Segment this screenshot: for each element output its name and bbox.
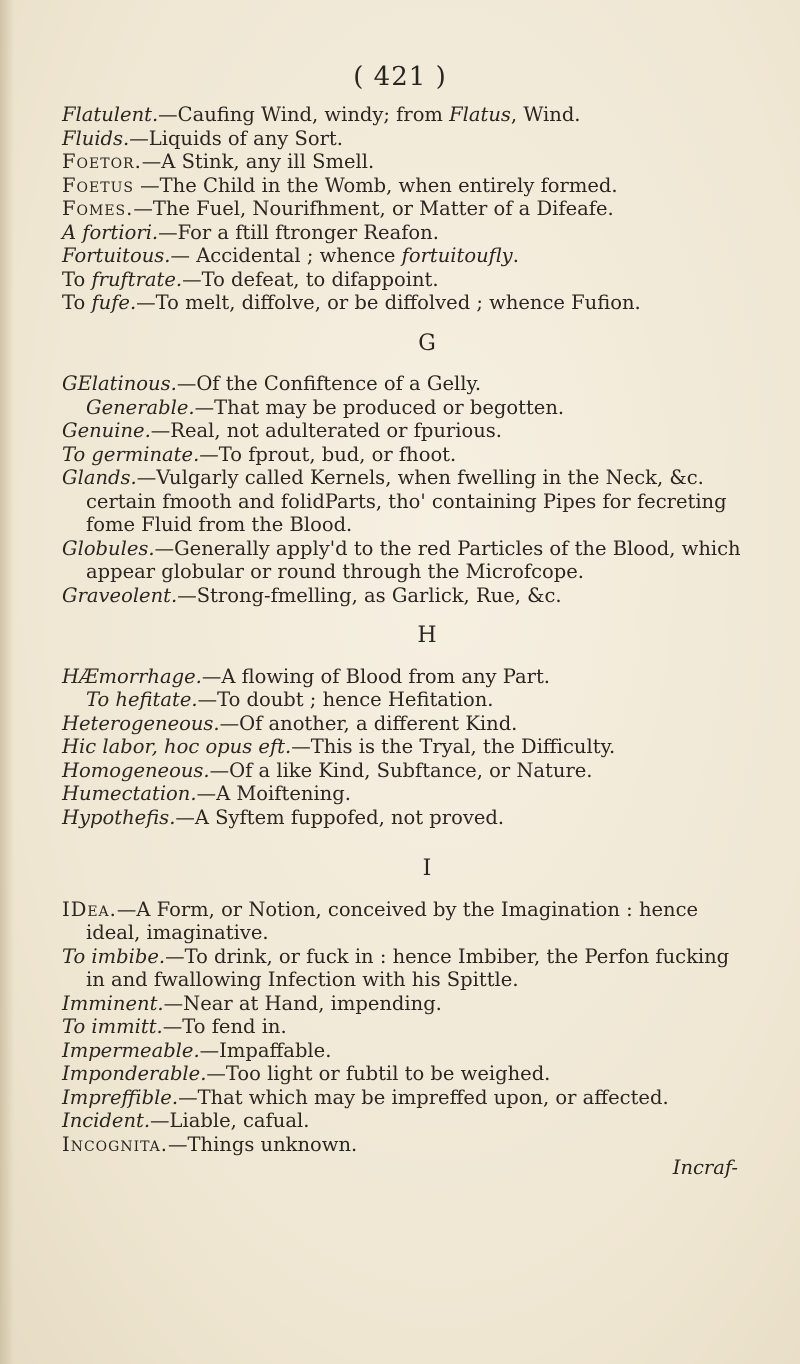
entry-term-secondary: Flatus: [449, 103, 511, 126]
entry-fortuitous: [62, 244, 752, 268]
entry-definition: —The Fuel, Nourifhment, or Matter of a Difeafe.: [133, 197, 614, 220]
entry-definition: —Impaffable.: [199, 1038, 332, 1062]
entry-term: Impermeable.: [62, 1038, 200, 1062]
entry-term: Fortuitous.: [62, 244, 171, 267]
entry-imponderable: [62, 1062, 752, 1086]
entry-definition: —To drink, or fuck in : hence Imbiber, the Perfon fucking in and fwallowing Infection with his Spittle.: [86, 944, 730, 991]
entry-term: To hefitate.: [86, 688, 198, 711]
entry-definition: —A Syftem fuppofed, not proved.: [175, 805, 505, 829]
entry-hypothesis: [62, 806, 752, 830]
entry-term: Foetus: [62, 173, 134, 197]
entry-foetor: [62, 150, 752, 174]
catchword: Incraf-: [672, 1156, 738, 1179]
entry-definition: —That which may be impreffed upon, or affected.: [178, 1085, 669, 1109]
entry-definition: —To melt, diffolve, or be diffolved ; whence Fufion.: [136, 291, 641, 314]
entry-haemorrhage: [62, 665, 752, 689]
entry-definition: —A flowing of Blood from any Part.: [201, 664, 550, 688]
entry-heterogeneous: [62, 712, 752, 736]
entry-definition: —Generally apply'd to the red Particles of the Blood, which appear globular or round through the Microfcope.: [86, 536, 741, 583]
entry-definition: —This is the Tryal, the Difficulty.: [291, 735, 616, 758]
entry-definition: —Vulgarly called Kernels, when fwelling in the Neck, &c. certain fmooth and folidParts, tho' containing Pipes for fecreting fome Fluid from the Blood.: [86, 466, 727, 536]
entry-impressible: [62, 1086, 752, 1110]
page-number: ( 421 ): [353, 62, 447, 92]
entry-term: Hic labor, hoc opus eft.: [62, 735, 292, 758]
section-heading-g: G: [418, 330, 436, 356]
section-heading-h: H: [417, 623, 437, 648]
entry-tail: , Wind.: [510, 103, 581, 126]
entry-definition: — Accidental ; whence: [170, 244, 402, 267]
entry-definition: —Strong-fmelling, as Garlick, Rue, &c.: [177, 583, 562, 607]
entry-definition: —A Form, or Notion, conceived by the Imagination : hence ideal, imaginative.: [86, 897, 699, 944]
entry-hesitate: [62, 688, 752, 712]
entry-hic-labor: [62, 735, 752, 759]
entry-genuine: [62, 419, 752, 443]
entry-definition: —Too light or fubtil to be weighed.: [206, 1062, 551, 1085]
entry-term: Flatulent.: [62, 103, 159, 126]
entry-term: To germinate.: [62, 442, 200, 466]
entry-homogeneous: [62, 759, 752, 783]
entry-term: IDea.: [62, 897, 117, 921]
entry-prefix: To: [62, 267, 92, 291]
entry-incognita: [62, 1133, 752, 1157]
entry-term: fufe.: [91, 291, 137, 314]
entry-term: Incognita.: [62, 1132, 168, 1156]
entry-definition: —Of a like Kind, Subftance, or Nature.: [209, 758, 593, 782]
entry-term: Genuine.: [62, 419, 151, 442]
entry-term: HÆmorrhage.: [62, 664, 202, 688]
entry-imminent: [62, 992, 752, 1016]
entry-definition: —Things unknown.: [168, 1132, 358, 1156]
entry-term: Graveolent.: [62, 583, 178, 607]
entry-flatulent: [62, 103, 752, 127]
entry-term: To imbibe.: [62, 944, 166, 968]
entry-term: To immitt.: [62, 1015, 163, 1038]
entry-tail: .: [512, 244, 519, 267]
entry-term: Impreffible.: [62, 1085, 179, 1109]
entry-term: GElatinous.: [62, 372, 177, 395]
entry-definition: —To fend in.: [162, 1015, 287, 1038]
entry-definition: —To fprout, bud, or fhoot.: [199, 442, 457, 466]
entry-term: A fortiori.: [62, 220, 159, 244]
entry-germinate: [62, 443, 752, 467]
entry-term: Incident.: [62, 1109, 151, 1132]
entry-a-fortiori: [62, 221, 752, 245]
entry-term-secondary: fortuitoufly: [401, 244, 513, 267]
entry-definition: —A Stink, any ill Smell.: [141, 150, 375, 173]
entry-term: Generable.: [86, 395, 195, 419]
entry-term: Humectation.: [62, 782, 197, 805]
section-heading-i: I: [422, 856, 432, 881]
entry-term: Homogeneous.: [62, 758, 210, 782]
entry-definition: —Liable, cafual.: [150, 1109, 310, 1132]
entry-definition: —Liquids of any Sort.: [129, 126, 343, 150]
entry-definition: —To doubt ; hence Hefitation.: [197, 688, 494, 711]
entry-definition: —The Child in the Womb, when entirely formed.: [133, 173, 618, 197]
entry-term: Imponderable.: [62, 1062, 207, 1085]
entry-definition: —Of the Confiftence of a Gelly.: [176, 372, 482, 395]
entry-generable: [62, 396, 752, 420]
entry-definition: —Real, not adulterated or fpurious.: [150, 419, 502, 442]
entry-definition: —To defeat, to difappoint.: [182, 267, 439, 291]
entry-definition: —Near at Hand, impending.: [163, 991, 442, 1015]
entry-definition: —Caufing Wind, windy; from: [158, 103, 450, 126]
entry-definition: —Of another, a different Kind.: [219, 711, 518, 735]
entry-term: Fluids.: [62, 126, 130, 150]
entry-foetus: [62, 174, 752, 198]
glossary-text: [62, 103, 752, 1180]
entry-impermeable: [62, 1039, 752, 1063]
entry-fomes: [62, 197, 752, 221]
entry-glands: [62, 466, 752, 537]
entry-imbibe: [62, 945, 752, 992]
entry-term: Globules.: [62, 536, 155, 560]
entry-term: Hypothefis.: [62, 805, 176, 829]
entry-gelatinous: [62, 372, 752, 396]
entry-globules: [62, 537, 752, 584]
entry-humectation: [62, 782, 752, 806]
entry-term: Glands.: [62, 466, 137, 489]
entry-term: fruftrate.: [91, 267, 183, 291]
entry-frustrate: [62, 268, 752, 292]
entry-immitt: [62, 1015, 752, 1039]
entry-idea: [62, 898, 752, 945]
entry-prefix: To: [62, 291, 92, 314]
entry-graveolent: [62, 584, 752, 608]
page-gutter-shadow: [0, 0, 14, 1364]
entry-fuse: [62, 291, 752, 315]
entry-definition: —That may be produced or begotten.: [194, 395, 565, 419]
entry-incident: [62, 1109, 752, 1133]
entry-fluids: [62, 127, 752, 151]
entry-term: Fomes.: [62, 197, 134, 220]
entry-term: Imminent.: [62, 991, 164, 1015]
entry-definition: —A Moiftening.: [196, 782, 351, 805]
entry-term: Foetor.: [62, 150, 142, 173]
entry-definition: —For a ftill ftronger Reafon.: [158, 220, 439, 244]
entry-term: Heterogeneous.: [62, 711, 220, 735]
